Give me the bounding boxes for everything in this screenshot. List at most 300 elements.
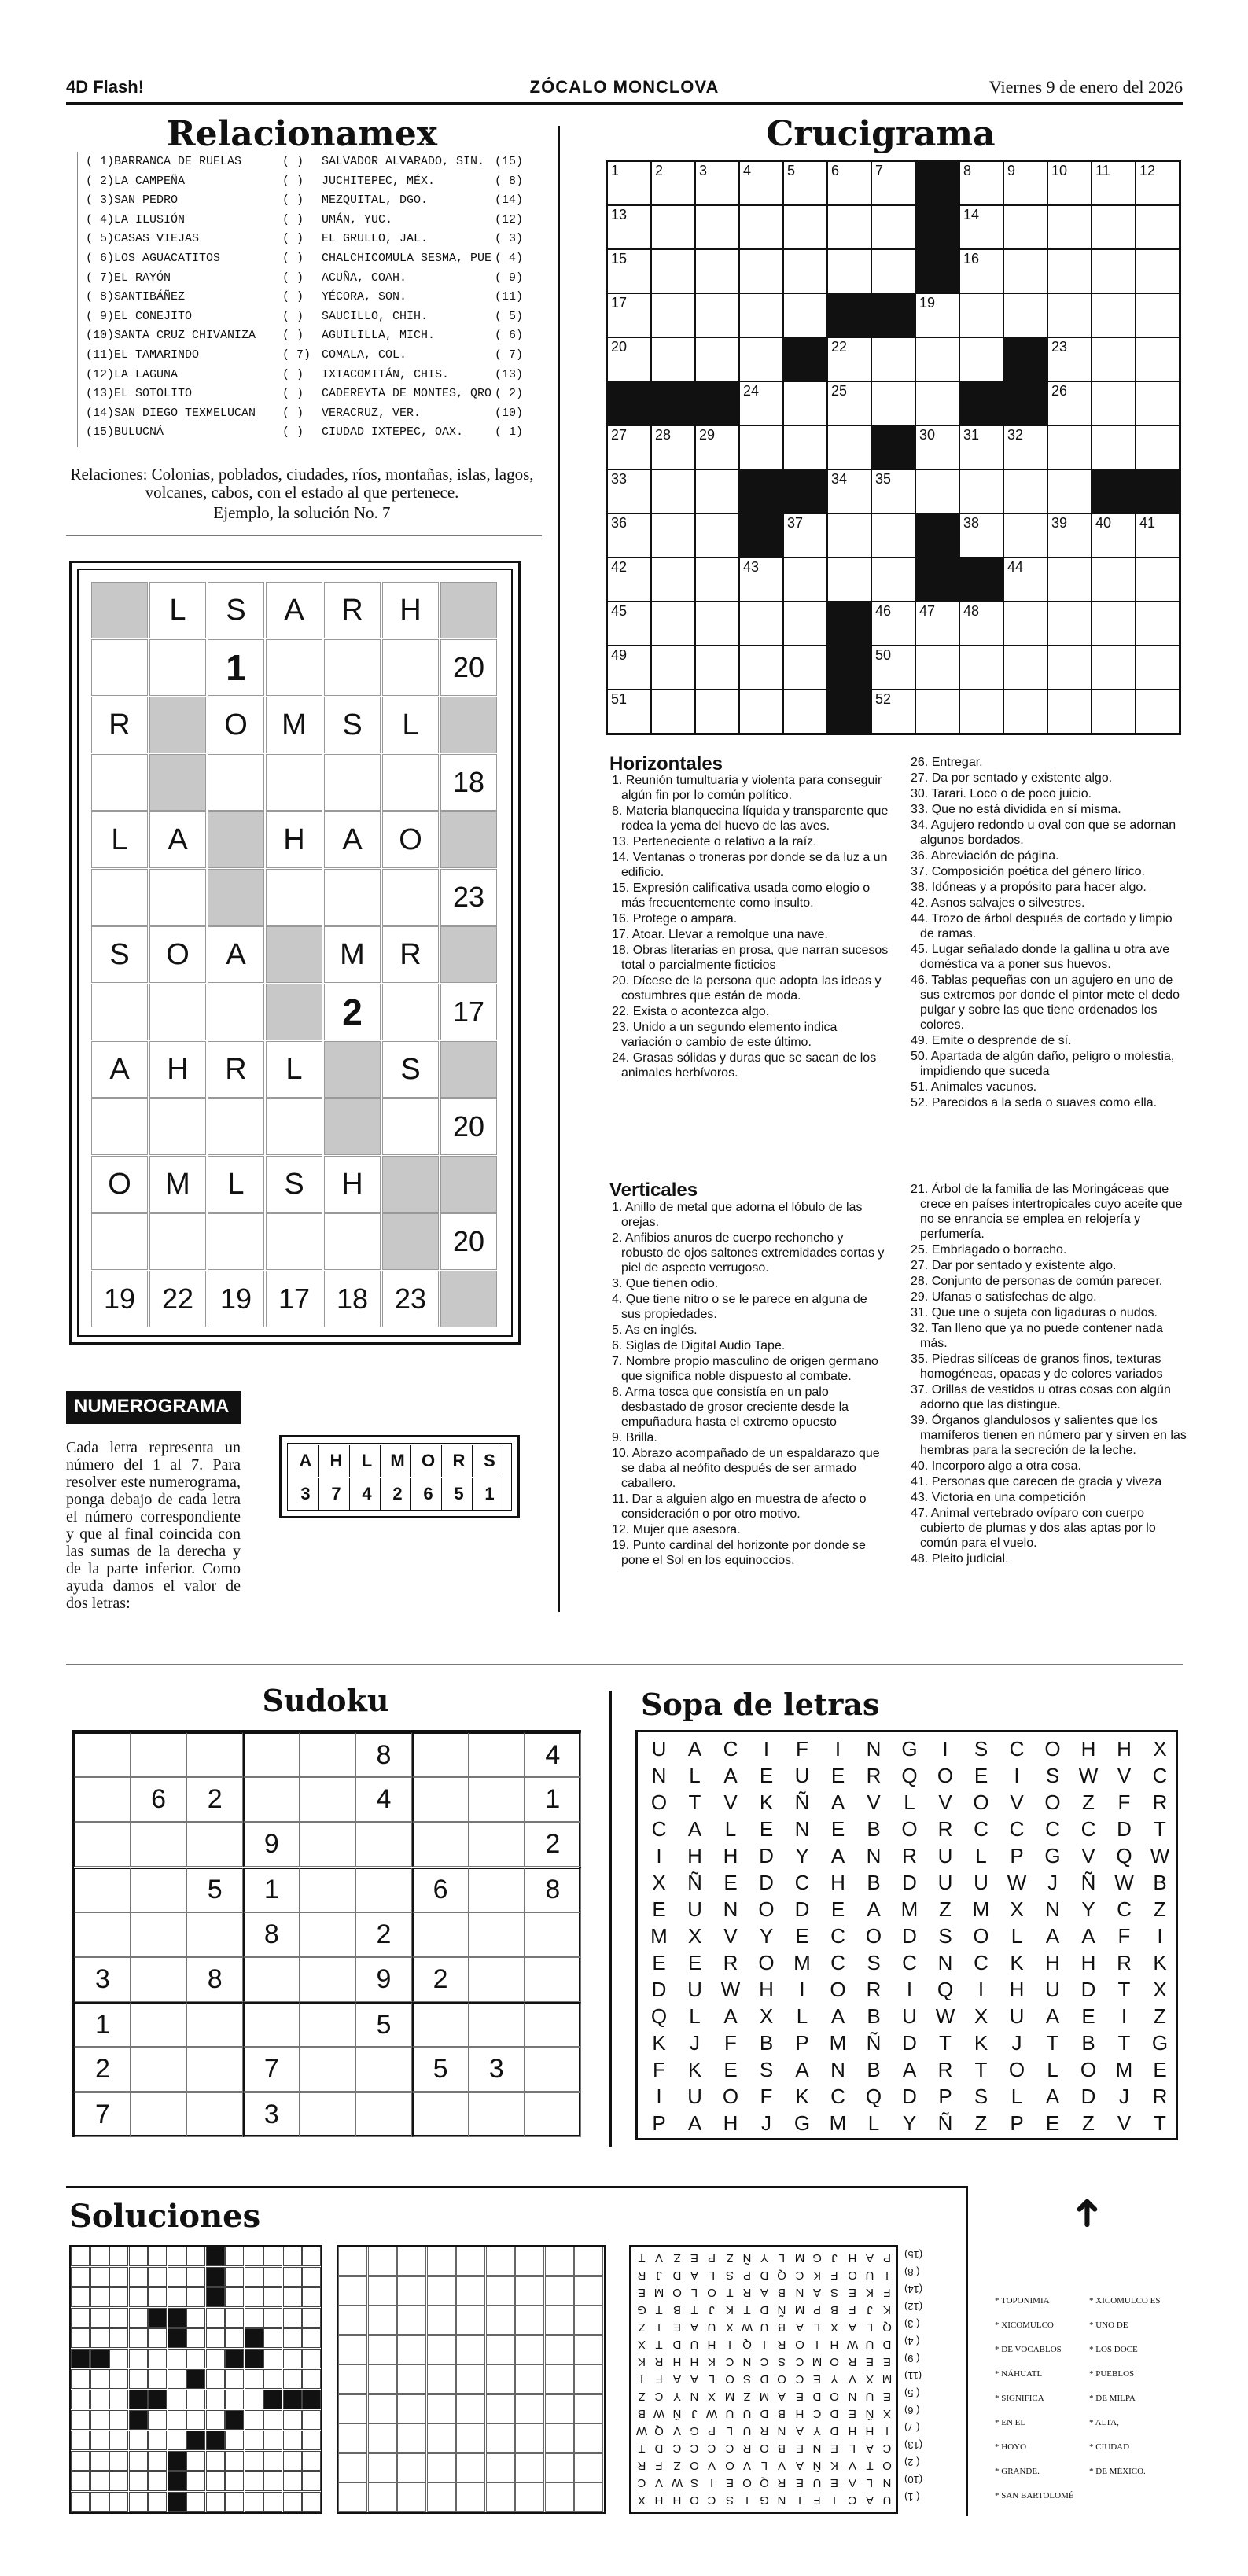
crossword-cell [607,558,651,602]
sopa-letter: D [1117,1817,1132,1841]
relacionamex-state: CIUDAD IXTEPEC, OAX. [322,425,464,440]
crossword-cell [959,425,1003,469]
solution-sopa-letter: J [867,2303,873,2317]
crossword-cell [695,425,739,469]
relacionamex-answer: ( ) [282,155,304,168]
solution-sopa-letter: V [708,2459,716,2472]
solution-sudoku-cell [427,2423,456,2453]
solution-sopa-letter: W [671,2476,683,2490]
solution-crossword-cell [90,2267,109,2287]
solution-crossword-cell [71,2492,90,2512]
solution-sopa-letter: Q [654,2424,664,2438]
solution-sudoku-cell [427,2276,456,2306]
solution-sopa-letter: O [707,2286,717,2299]
solution-sopa-letter: H [830,2338,839,2351]
sopa-letter: M [650,1924,668,1948]
solution-sopa-letter: E [883,2390,892,2403]
solution-relacionamex-item: ( 9) [904,2353,920,2364]
solution-crossword-cell [206,2471,225,2491]
verticales-col1 [598,1200,889,1569]
solution-sopa-letter: W [635,2424,648,2438]
solution-sopa-letter: U [725,2407,734,2420]
crossword-cell [1136,425,1180,469]
relacionamex-answer: ( ) [282,290,304,304]
crossword-cell [607,381,651,425]
sopa-letter: C [1009,1737,1025,1761]
solution-sopa-letter: L [760,2459,768,2472]
sopa-letter: Z [1082,2111,1095,2135]
section-name: 4D Flash! [66,77,145,97]
crossword-cell [915,381,959,425]
crossword-cell [695,381,739,425]
solution-crossword-cell [225,2267,244,2287]
sopa-letter: T [1154,2111,1166,2135]
solution-sudoku-cell [574,2394,603,2423]
solution-sudoku-cell [456,2423,485,2453]
relacionamex-answer: ( ) [282,270,304,285]
crossword-cell [739,646,783,690]
clue-number: 46 [875,603,892,619]
solution-crossword-cell [283,2267,302,2287]
relacionamex-state: COMALA, COL. [322,348,407,362]
sudoku-cell [355,2047,412,2092]
crossword-cell [783,381,827,425]
sudoku-cell [525,1957,581,2002]
sopa-letter: H [759,1978,774,2001]
solution-sopa-letter: P [708,2424,716,2438]
relacionamex-answer: ( ) [282,212,304,226]
solutions-rule [66,2186,966,2188]
sopa-letter: S [759,2058,774,2081]
solution-sopa-letter: U [865,2338,874,2351]
sudoku-cell [299,1912,355,1957]
solution-sopa-letter: F [655,2372,663,2386]
solution-sopa-box [629,2245,898,2514]
crossword-cell [1136,205,1180,249]
sudoku-cell [299,1868,355,1912]
solution-crossword-cell [129,2451,148,2471]
solution-crossword-cell [245,2451,263,2471]
numerograma-cell: L [91,811,148,868]
crossword-cell [959,337,1003,381]
sopa-letter: M [793,1951,811,1974]
clue-number: 9 [1007,163,1016,178]
solution-sopa-letter: N [742,2355,752,2368]
crossword-cell [827,558,871,602]
crossword-cell [783,161,827,205]
solution-sudoku-cell [338,2364,367,2394]
crossword-cell [1003,205,1047,249]
crossword-cell [915,161,959,205]
solution-word: * SIGNIFICA [995,2394,1044,2403]
solution-crossword-cell [186,2369,205,2389]
crossword-cell [915,205,959,249]
solution-sopa-letter: O [724,2372,734,2386]
crossword-cell [827,205,871,249]
solution-sudoku-cell [515,2423,544,2453]
crossword-cell [739,337,783,381]
crossword-cell [739,690,783,734]
numerograma-cell [440,1156,497,1213]
numerograma-cell [440,1271,497,1327]
solution-crossword-cell [148,2431,167,2450]
clue-number: 34 [831,471,848,487]
relacionamex-number: (12) [495,212,524,226]
solution-sopa-letter: M [654,2286,664,2299]
solution-sopa-letter: L [866,2476,874,2490]
numerograma-cell [266,926,322,983]
crossword-cell [1136,602,1180,646]
sopa-letter: M [829,2111,847,2135]
solution-crossword-cell [148,2369,167,2389]
solution-sopa-letter: U [760,2320,769,2334]
solution-sudoku-cell [397,2453,426,2482]
crossword-cell [1092,381,1136,425]
solution-crossword-cell [225,2328,244,2348]
relacionamex-row [86,252,522,271]
solution-sopa-letter: U [742,2424,752,2438]
solution-sopa-letter: N [795,2286,804,2299]
sopa-letter: C [830,2085,845,2108]
relacionamex-answer: ( ) [282,425,304,440]
sopa-letter: A [723,2004,738,2028]
solution-crossword-cell [206,2492,225,2512]
solution-sopa-letter: E [672,2320,681,2334]
sudoku-cell [412,1732,469,1777]
solution-crossword-cell [168,2308,186,2328]
crossword-cell [1092,161,1136,205]
solution-word: * GRANDE. [995,2467,1040,2476]
key-number: 4 [354,1478,381,1510]
sudoku-cell [186,2002,243,2047]
numerograma-cell [91,754,148,811]
solution-crossword-cell [206,2451,225,2471]
crossword-cell [651,381,695,425]
solution-sopa-letter: H [672,2493,682,2507]
solution-sopa-letter: Ñ [777,2303,786,2317]
sudoku-cell [412,2092,469,2137]
solution-sopa-letter: O [794,2338,804,2351]
sopa-letter: R [1152,2085,1168,2108]
numerograma-cell [91,582,148,638]
solution-sudoku-cell [486,2482,515,2512]
crossword-cell [871,469,915,513]
sopa-letter: Q [1116,1844,1132,1868]
solution-sudoku-cell [515,2453,544,2482]
solution-sopa-letter: Ñ [812,2459,822,2472]
crossword-cell [695,602,739,646]
clue-number: 15 [611,251,628,267]
sopa-letter: C [974,1951,988,1974]
solution-sopa-letter: Ñ [865,2407,874,2420]
crossword-cell [783,690,827,734]
solution-crossword-cell [148,2390,167,2409]
numerograma-cell: 23 [440,869,497,926]
relacionamex-row [86,368,522,388]
crossword-cell [1136,558,1180,602]
solution-relacionamex-item: ( 5) [904,2387,920,2399]
up-arrow-icon: ➜ [1062,2196,1109,2229]
relacionamex-answer: ( ) [282,406,304,420]
sopa-letter: D [651,1978,667,2001]
clue-number: 33 [611,471,628,487]
numerograma-cell: 2 [324,984,381,1040]
numerograma-cell [440,1041,497,1098]
solution-sudoku-cell [368,2482,397,2512]
sopa-letter: U [794,1764,810,1787]
clue-text: 29. Ufanas o satisfechas de algo. [911,1290,1097,1304]
clue-number: 36 [611,515,628,531]
crossword-cell [607,690,651,734]
crossword-cell [783,205,827,249]
sudoku-cell: 6 [412,1868,469,1912]
solution-sudoku-cell [574,2453,603,2482]
sopa-letter: X [1153,1737,1167,1761]
solution-sopa-letter: F [883,2286,891,2299]
clue-text: 41. Personas que carecen de gracia y viveza [911,1475,1162,1489]
crossword-cell [1092,558,1136,602]
solution-crossword-cell [283,2451,302,2471]
solution-crossword-cell [302,2492,321,2512]
solution-sopa-letter: X [865,2372,874,2386]
solution-sopa-letter: R [777,2338,786,2351]
solution-crossword-cell [109,2247,128,2266]
numerograma-cell [324,869,381,926]
solution-relacionamex-item: ( 6) [904,2405,920,2416]
crossword-cell [651,646,695,690]
sopa-letter: O [973,1790,989,1814]
solution-crossword-cell [283,2492,302,2512]
relacionamex-number: ( 2) [495,387,524,401]
solution-crossword-cell [71,2349,90,2368]
solution-crossword-cell [148,2410,167,2430]
sopa-letter: E [723,1871,738,1894]
solution-sopa-letter: D [830,2407,839,2420]
clue-number: 23 [1051,339,1068,355]
solution-crossword-cell [71,2308,90,2328]
section-divider [66,1664,1183,1665]
clue-text: 36. Abreviación de página. [911,849,1059,863]
sopa-letter: B [867,1817,881,1841]
crossword-cell [695,249,739,293]
numerograma-cell: 17 [440,984,497,1040]
clue-number: 30 [919,427,936,443]
sudoku-cell: 9 [355,1957,412,2002]
crossword-cell [827,249,871,293]
clue-number: 12 [1139,163,1156,178]
sopa-letter: Y [1081,1897,1095,1921]
sudoku-cell [74,1912,131,1957]
numerograma-cell: 20 [440,1213,497,1270]
solution-sopa-letter: W [846,2338,858,2351]
relacionamex-row [86,290,522,310]
solution-crossword-cell [90,2287,109,2307]
sopa-letter: R [937,1817,953,1841]
solution-crossword-cell [302,2287,321,2307]
solution-crossword-cell [168,2267,186,2287]
solution-sopa-letter: O [690,2493,699,2507]
sopa-letter: A [1045,2004,1060,2028]
relacionamex-answer: ( 7) [282,348,311,362]
sudoku-cell [131,1912,187,1957]
sopa-letter: F [724,2031,737,2055]
relacionamex-number: ( 4) [495,252,524,265]
numerograma-cell: H [149,1041,206,1098]
solution-crossword-cell [90,2451,109,2471]
crossword-cell [695,205,739,249]
crossword-cell [959,205,1003,249]
solution-crossword-cell [129,2492,148,2512]
crossword-cell [871,337,915,381]
relacionamex-place: ( 5)CASAS VIEJAS [86,232,200,246]
numerograma-cell: R [91,697,148,753]
solution-sopa-letter: I [710,2476,714,2490]
solution-sopa-letter: C [707,2493,716,2507]
clue-text: 4. Que tiene nitro o se le parece en alguna de sus propiedades. [612,1293,867,1321]
key-letter: L [354,1445,381,1477]
numerograma-cell [91,639,148,696]
solution-sopa-letter: N [690,2390,699,2403]
solution-crossword-cell [148,2247,167,2266]
sopa-letter: O [1008,2058,1025,2081]
solution-crossword-cell [148,2492,167,2512]
crossword-cell [607,602,651,646]
sopa-letter: I [1014,1764,1020,1787]
numerograma-cell: H [382,582,439,638]
sopa-letter: N [866,1844,882,1868]
sopa-letter: E [1081,2004,1095,2028]
solution-crossword-cell [206,2390,225,2409]
solution-sopa-letter: Q [742,2338,752,2351]
solution-sudoku-cell [338,2306,367,2335]
crossword-cell [739,205,783,249]
sopa-letter: Y [902,2111,917,2135]
solution-sopa-letter: F [655,2459,663,2472]
solution-crossword-cell [71,2431,90,2450]
solution-crossword-cell [245,2492,263,2512]
sopa-letter: R [902,1844,917,1868]
solution-sudoku-cell [456,2276,485,2306]
sudoku-cell [468,1777,525,1822]
relacionamex-number: (10) [495,406,524,420]
crossword-cell [1092,249,1136,293]
crossword-cell [651,513,695,558]
crossword-cell [1003,690,1047,734]
solution-sopa-letter: H [672,2355,682,2368]
numerograma-cell [266,984,322,1040]
solution-crossword-cell [109,2451,128,2471]
solution-sopa-letter: A [760,2286,769,2299]
solution-crossword-cell [129,2431,148,2450]
solution-sopa-letter: M [794,2251,804,2265]
sopa-letter: Z [939,1897,952,1921]
sopa-letter: O [758,1951,775,1974]
sudoku-cell [468,2092,525,2137]
solution-sudoku-cell [574,2482,603,2512]
sopa-letter: C [1117,1897,1132,1921]
clue-text: 33. Que no está dividida en sí misma. [911,803,1121,816]
solution-sopa-letter: E [795,2476,804,2490]
clue-text: 43. Victoria en una competición [911,1491,1086,1504]
solution-sopa-letter: Y [813,2424,822,2438]
solution-crossword-cell [186,2451,205,2471]
sopa-letter: L [1011,1924,1023,1948]
numerograma-cell: L [382,697,439,753]
sopa-letter: T [1117,1978,1131,2001]
solution-crossword-cell [186,2349,205,2368]
solution-crossword-cell [225,2308,244,2328]
solution-sopa-letter: T [655,2303,663,2317]
sudoku-cell: 6 [131,1777,187,1822]
solution-crossword-cell [302,2349,321,2368]
sudoku-cell: 3 [74,1957,131,2002]
sopa-letter: L [724,1817,737,1841]
solution-crossword-cell [148,2451,167,2471]
sudoku-grid [72,1730,581,2137]
crossword-cell [739,558,783,602]
solution-sudoku-cell [338,2453,367,2482]
solution-sopa-letter: R [777,2476,786,2490]
solution-sopa-letter: R [637,2459,646,2472]
clue-text: 21. Árbol de la familia de las Moringáceas que crece en países intertropicales cuyo aceite que no se enrancia se emplea en relojería y perfumería. [911,1183,1183,1241]
relacionamex-row [86,425,522,445]
solution-sopa-letter: C [812,2407,822,2420]
solution-sopa-letter: S [690,2476,698,2490]
solution-sopa-letter: W [741,2320,753,2334]
sopa-letter: H [1117,1737,1132,1761]
relacionamex-row [86,329,522,348]
sudoku-cell [299,2002,355,2047]
clue-text: 37. Orillas de vestidos u otras cosas con algún adorno que las distingue. [911,1383,1171,1411]
page-header [66,77,1183,102]
solution-sopa-letter: A [813,2286,822,2299]
solution-crossword-cell [90,2247,109,2266]
crossword-cell [1047,205,1092,249]
relacionamex-number: ( 7) [495,348,524,362]
relacionamex-state: EL GRULLO, JAL. [322,232,429,246]
sopa-letter: N [937,1951,953,1974]
solution-sudoku-cell [456,2335,485,2364]
solution-crossword-cell [283,2471,302,2491]
sopa-letter: S [974,2085,988,2108]
sudoku-cell [299,1822,355,1867]
solution-relacionamex-column [904,2249,963,2508]
clue-text: 27. Dar por sentado y existente algo. [911,1259,1117,1272]
sopa-letter: M [829,2031,847,2055]
crossword-cell [1136,161,1180,205]
crossword-cell [959,558,1003,602]
solution-crossword-cell [225,2410,244,2430]
solution-sopa-letter: C [725,2442,734,2455]
sopa-letter: K [759,1790,774,1814]
relacionamex-state: CADEREYTA DE MONTES, QRO [322,387,492,401]
numerograma-cell [324,1041,381,1098]
solution-crossword-cell [71,2369,90,2389]
numerograma-cell [149,1213,206,1270]
solution-crossword-cell [302,2431,321,2450]
sopa-letter: Z [1082,1790,1095,1814]
solution-sudoku-cell [397,2335,426,2364]
numerograma-cell: 18 [324,1271,381,1327]
sopa-letter: B [867,2058,881,2081]
numerograma-cell: 20 [440,1098,497,1155]
solution-sopa-letter: V [778,2459,786,2472]
crossword-cell [739,602,783,646]
crossword-cell [783,558,827,602]
solution-sopa-letter: D [672,2338,682,2351]
solution-sudoku-cell [515,2364,544,2394]
solution-sopa-letter: F [813,2493,821,2507]
